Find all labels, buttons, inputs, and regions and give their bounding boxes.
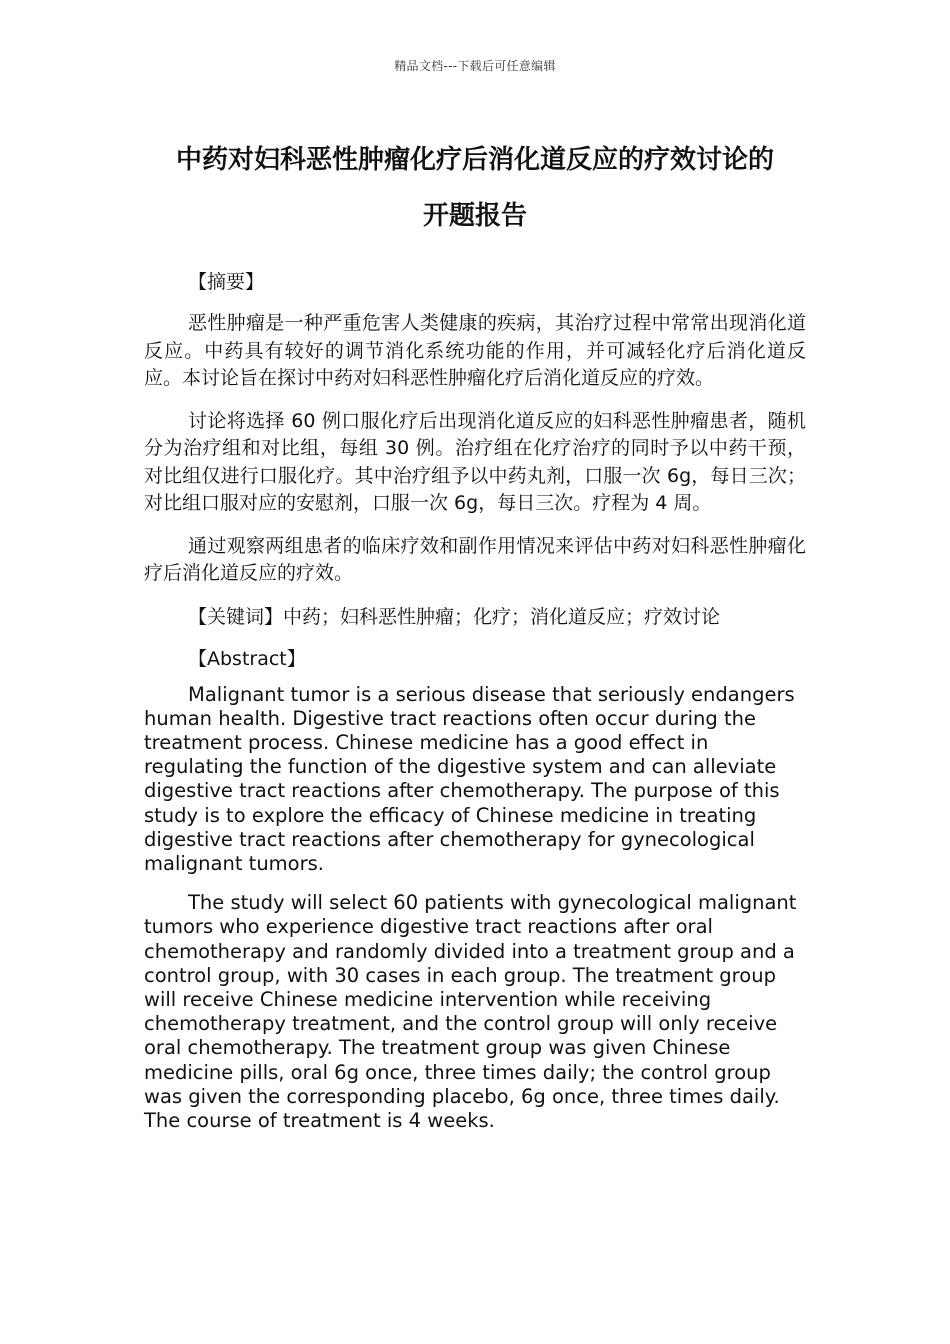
document-title xyxy=(130,132,820,244)
abstract-en-label: 【Abstract】 xyxy=(188,647,306,670)
abstract-cn-paragraph-1: 恶性肿瘤是一种严重危害人类健康的疾病，其治疗过程中常常出现消化道反应。中药具有较好的调节消化系统功能的作用，并可减轻化疗后消化道反应。本讨论旨在探讨中药对妇科恶性肿瘤化疗后消化道反应的疗效。 xyxy=(144,312,806,389)
keywords-line: 【关键词】中药；妇科恶性肿瘤；化疗；消化道反应；疗效讨论 xyxy=(188,605,721,628)
title-line-1: 中药对妇科恶性肿瘤化疗后消化道反应的疗效讨论的 xyxy=(175,145,774,175)
abstract-cn-paragraph-2: 讨论将选择 60 例口服化疗后出现消化道反应的妇科恶性肿瘤患者，随机分为治疗组和对比组，每组 30 例。治疗组在化疗治疗的同时予以中药干预，对比组仅进行口服化疗。其中治疗组予以中药丸剂，口服一次 6g，每日三次；对比组口服对应的安慰剂，口服一次 6g，每日三次。疗程为 4 周。 xyxy=(144,409,806,514)
abstract-en-paragraph-1: Malignant tumor is a serious disease that seriously endangers human health. Digestive tract reactions often occur during the treatment process. Chinese medicine has a good effect in regulating the function of the digestive system and can alleviate digestive tract reactions after chemotherapy. The purpose of this study is to explore the efficacy of Chinese medicine in treating digestive tract reactions after chemotherapy for gynecological malignant tumors. xyxy=(144,682,795,875)
abstract-cn-label: 【摘要】 xyxy=(188,271,265,293)
header-note: 精品文档---下载后可任意编辑 xyxy=(394,59,556,73)
title-line-2: 开题报告 xyxy=(422,201,527,231)
document-body xyxy=(144,268,806,1148)
abstract-cn-paragraph-3: 通过观察两组患者的临床疗效和副作用情况来评估中药对妇科恶性肿瘤化疗后消化道反应的疗效。 xyxy=(144,534,806,584)
abstract-en-paragraph-2: The study will select 60 patients with gynecological malignant tumors who experience digestive tract reactions after oral chemotherapy and randomly divided into a treatment group and a control group, with 30 cases in each group. The treatment group will receive Chinese medicine intervention while receiving chemotherapy treatment, and the control group will only receive oral chemotherapy. The treatment group was given Chinese medicine pills, oral 6g once, three times daily; the control group was given the corresponding placebo, 6g once, three times daily. The course of treatment is 4 weeks. xyxy=(144,891,797,1132)
